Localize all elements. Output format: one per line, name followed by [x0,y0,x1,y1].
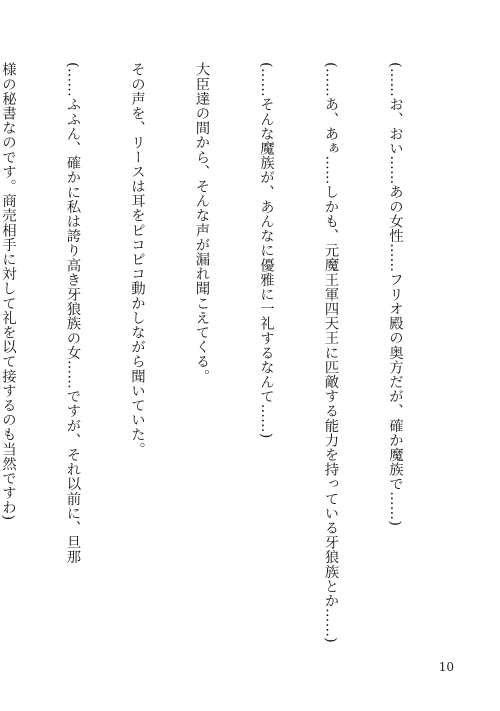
text-line: (……そんな魔族が、あんなに優雅に一礼するなんて……) [258,62,274,439]
text-line: (……ふふん、確かに私は誇り高き牙狼族の女……ですが、それ以前に、旦那 [64,62,81,565]
page-number: 10 [438,660,454,674]
vertical-text-body [0,62,448,652]
text-line: (……お、おい……あの女性……フリオ殿の奥方だが、確か魔族で……) [387,62,403,527]
text-line: (……あ、あぁ……しかも、元魔王軍四天王に匹敵する能力を持っている牙狼族とか……) [322,62,339,643]
text-line: その声を、リースは耳をピコピコ動かしながら聞いていた。 [129,62,145,457]
text-line: 大臣達の間から、そんな声が漏れ聞こえてくる。 [193,62,210,384]
text-line: 様の秘書なのです。商売相手に対して礼を以て接するのも当然ですわ) [0,62,16,521]
